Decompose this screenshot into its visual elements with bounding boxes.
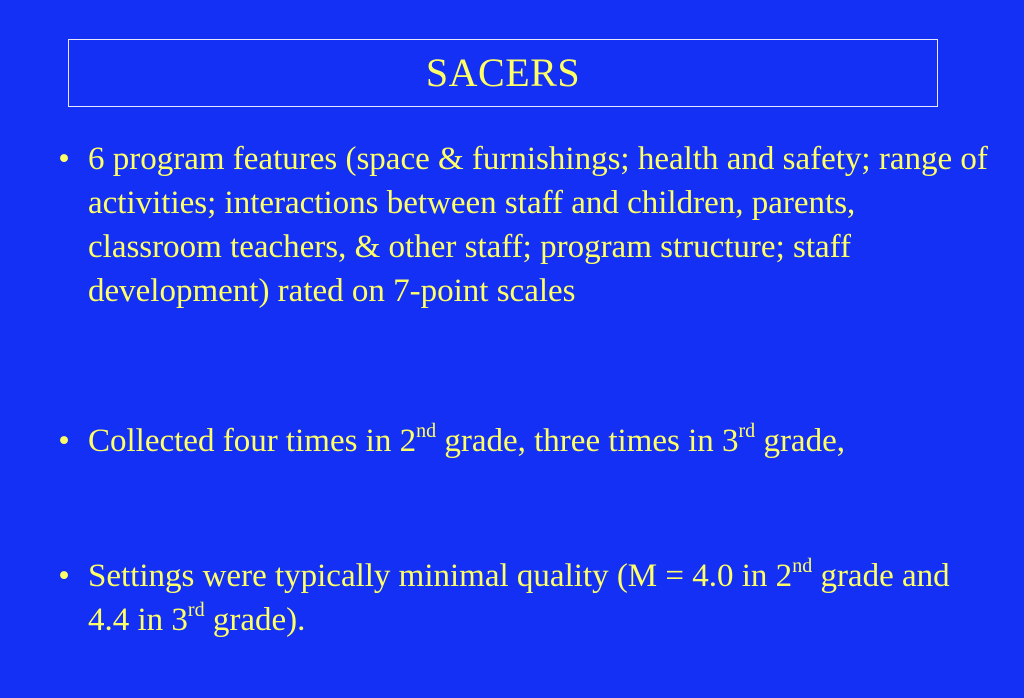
bullet-text-part1: Settings were typically minimal quality (M = 4.0 in 2 [88,558,793,594]
superscript-nd: nd [416,420,437,442]
slide-title: SACERS [425,50,581,95]
bullet-text: 6 program features (space & furnishings; health and safety; range of activities; interactions between staff and children, parents, classroom teachers, & other staff; program structure; staff development) rated on 7-point scales [88,141,988,309]
bullet-text-part2: grade and 4.4 in 3 [88,558,950,638]
bullet-text-part3: grade, [755,423,845,459]
superscript-rd: rd [187,599,205,621]
superscript-rd: rd [738,420,756,442]
bullet-item-collection [54,419,994,463]
bullet-item-quality [54,554,994,642]
superscript-nd: nd [792,555,813,577]
bullet-list [54,137,994,638]
bullet-text-part3: grade). [204,602,306,638]
bullet-text-part1: Collected four times in 2 [88,423,417,459]
title-box [68,39,938,107]
bullet-marker: • [58,141,70,177]
bullet-text-part2: grade, three times in 3 [436,423,739,459]
bullet-marker: • [58,558,70,594]
bullet-marker: • [58,423,70,459]
bullet-item-program-features [54,137,994,313]
